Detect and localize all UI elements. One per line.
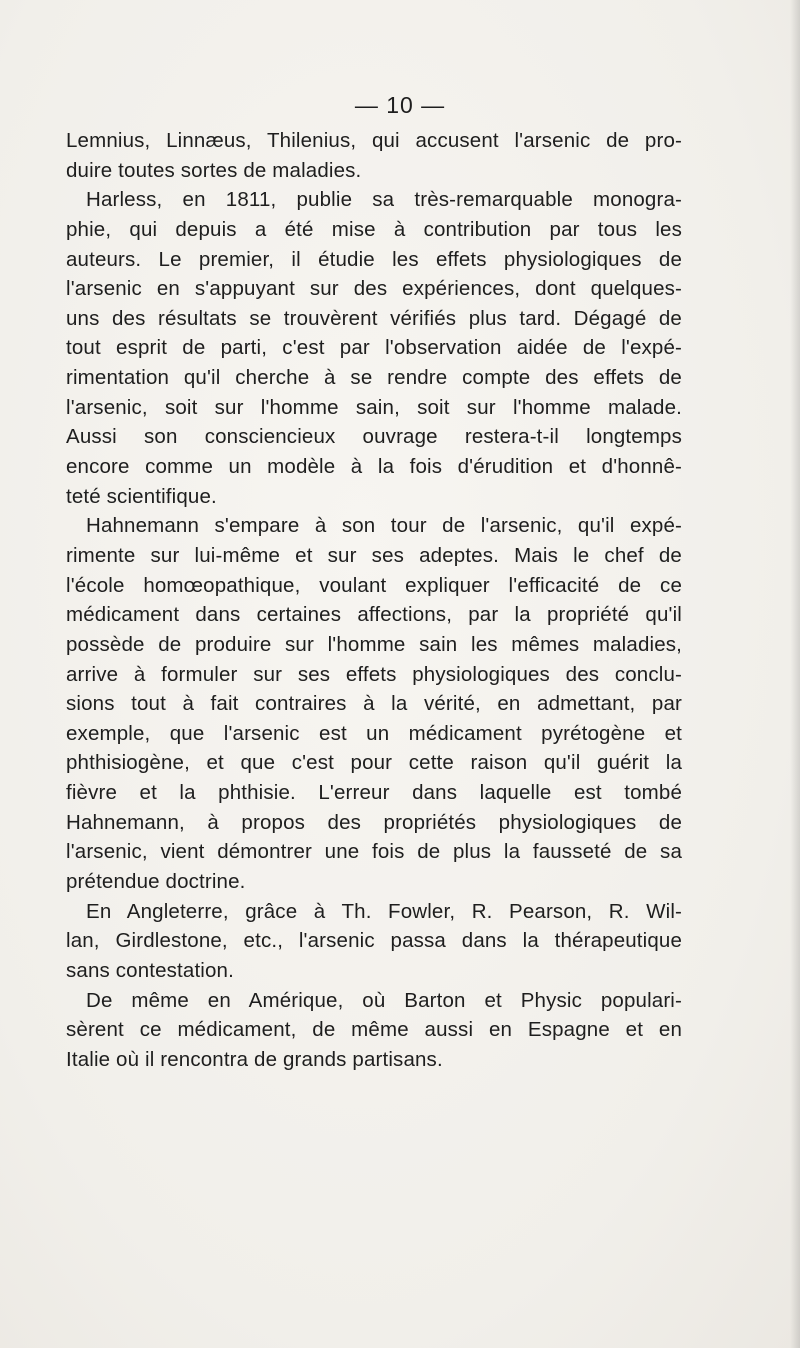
text-line: arrive à formuler sur ses effets physiologiques des conclu- (66, 662, 682, 686)
text-line: Aussi son consciencieux ouvrage restera-t-il longtemps (66, 425, 682, 449)
text-line: duire toutes sortes de maladies. (66, 158, 362, 182)
text-line: phie, qui depuis a été mise à contribution par tous les (66, 217, 682, 241)
text-line: Hahnemann, à propos des propriétés physiologiques de (66, 810, 682, 834)
text-line: rimente sur lui-même et sur ses adeptes. Mais le chef de (66, 543, 682, 567)
text-line: exemple, que l'arsenic est un médicament pyrétogène et (66, 721, 682, 745)
text-line: phthisiogène, et que c'est pour cette raison qu'il guérit la (66, 751, 682, 775)
text-line: De même en Amérique, où Barton et Physic populari- (86, 988, 682, 1012)
text-line: Hahnemann s'empare à son tour de l'arsenic, qu'il expé- (86, 514, 682, 538)
text-line: sans contestation. (66, 958, 234, 982)
text-line: sèrent ce médicament, de même aussi en Espagne et en (66, 1018, 682, 1042)
text-line: En Angleterre, grâce à Th. Fowler, R. Pearson, R. Wil- (86, 899, 682, 923)
text-line: uns des résultats se trouvèrent vérifiés plus tard. Dégagé de (66, 306, 682, 330)
body-text (66, 126, 682, 1075)
text-line: tout esprit de parti, c'est par l'observation aidée de l'expé- (66, 336, 682, 360)
text-line: possède de produire sur l'homme sain les mêmes maladies, (66, 632, 682, 656)
text-line: l'arsenic en s'appuyant sur des expériences, dont quelques- (66, 277, 682, 301)
text-line: l'arsenic, soit sur l'homme sain, soit sur l'homme malade. (66, 395, 682, 419)
text-line: encore comme un modèle à la fois d'érudition et d'honnê- (66, 455, 682, 479)
text-line: rimentation qu'il cherche à se rendre compte des effets de (66, 366, 682, 390)
text-line: Harless, en 1811, publie sa très-remarquable monogra- (86, 188, 682, 212)
text-line: fièvre et la phthisie. L'erreur dans laquelle est tombé (66, 781, 682, 805)
text-line: médicament dans certaines affections, par la propriété qu'il (66, 603, 682, 627)
text-line: l'arsenic, vient démontrer une fois de plus la fausseté de sa (66, 840, 682, 864)
text-line: auteurs. Le premier, il étudie les effets physiologiques de (66, 247, 682, 271)
page-number: — 10 — (354, 92, 446, 118)
text-line: lan, Girdlestone, etc., l'arsenic passa dans la thérapeutique (66, 929, 682, 953)
text-line: prétendue doctrine. (66, 870, 246, 894)
page-edge-shadow (790, 0, 800, 1348)
text-line: Lemnius, Linnæus, Thilenius, qui accusent l'arsenic de pro- (66, 129, 682, 152)
text-line: Italie où il rencontra de grands partisans. (66, 1047, 443, 1071)
text-line: l'école homœopathique, voulant expliquer l'efficacité de ce (66, 573, 682, 597)
text-line: sions tout à fait contraires à la vérité, en admettant, par (66, 692, 682, 716)
text-line: teté scientifique. (66, 484, 217, 508)
